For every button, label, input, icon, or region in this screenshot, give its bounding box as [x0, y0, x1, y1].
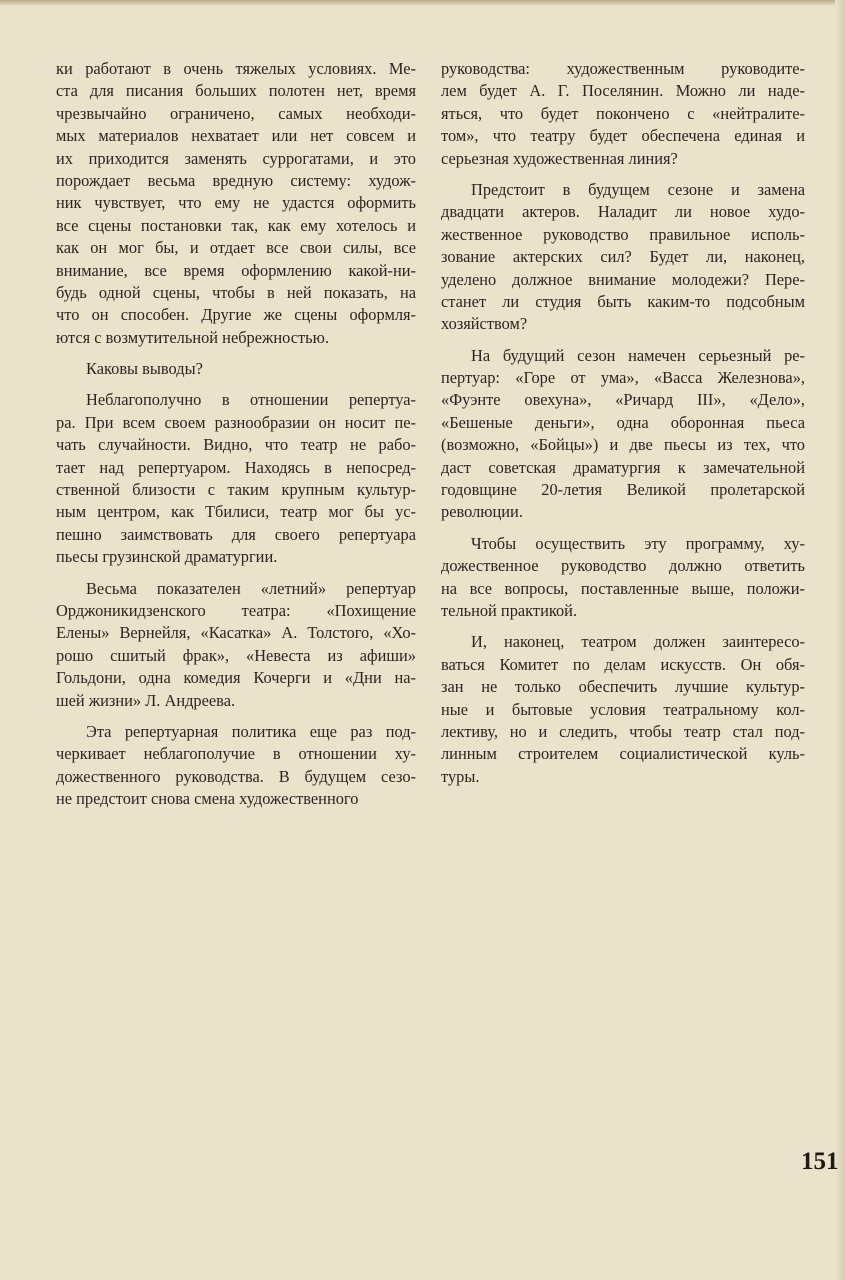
page-number: 151 — [801, 1148, 839, 1175]
text-line: (возможно, «Бойцы») и две пьесы из тех, что — [441, 435, 805, 455]
text-line: хозяйством? — [441, 314, 528, 334]
text-line: серьезная художественная линия? — [441, 148, 678, 168]
right-text-column — [441, 58, 805, 788]
text-line: ки работают в очень тяжелых условиях. Ме- — [56, 59, 416, 78]
paragraph — [56, 58, 416, 349]
text-line: уделено должное внимание молодежи? Пере- — [441, 269, 805, 289]
text-line: годовщине 20-летия Великой пролетарской — [441, 480, 805, 500]
text-line: лем будет А. Г. Поселянин. Можно ли наде- — [441, 81, 805, 101]
text-line: «Фуэнте овехуна», «Ричард III», «Дело», — [441, 390, 805, 410]
paragraph — [56, 389, 416, 568]
text-line: чать случайности. Видно, что театр не рабо- — [56, 435, 416, 455]
text-line: ственной близости с таким крупным культур- — [56, 480, 416, 500]
text-line: туры. — [441, 766, 480, 786]
paragraph — [441, 631, 805, 788]
text-line: внимание, все время оформлению какой-ни- — [56, 260, 416, 280]
paragraph-gap — [441, 170, 805, 179]
left-text-column — [56, 58, 416, 811]
text-line: даст советская драматургия к замечательной — [441, 457, 805, 477]
text-line: ным центром, как Тбилиси, театр мог бы ус- — [56, 502, 416, 522]
paragraph — [441, 345, 805, 524]
paragraph — [441, 179, 805, 336]
text-line: не предстоит снова смена художественного — [56, 789, 359, 809]
paragraph — [56, 721, 416, 811]
paragraph-gap — [441, 524, 805, 533]
text-line: яться, что будет покончено с «нейтралите- — [441, 103, 805, 123]
paragraph-gap — [441, 622, 805, 631]
text-line: Предстоит в будущем сезоне и замена — [471, 179, 805, 199]
text-line: порождает весьма вредную систему: худож- — [56, 170, 416, 190]
text-line: Гольдони, одна комедия Кочерги и «Дни на- — [56, 668, 416, 688]
text-line: И, наконец, театром должен заинтересо- — [471, 632, 805, 652]
text-line: пертуар: «Горе от ума», «Васса Железнова», — [441, 368, 805, 388]
text-line: черкивает неблагополучие в отношении ху- — [56, 744, 416, 764]
text-line: ные и бытовые условия театральному кол- — [441, 699, 805, 719]
text-line: ник чувствует, что ему не удастся оформить — [56, 193, 416, 213]
text-line: что он способен. Другие же сцены оформля- — [56, 305, 416, 325]
text-line: зование актерских сил? Будет ли, наконец, — [441, 247, 805, 267]
paragraph-gap — [56, 712, 416, 721]
text-line: дожественное руководство должно ответить — [441, 556, 805, 576]
text-line: их приходится заменять суррогатами, и это — [56, 148, 416, 168]
text-line: как он мог бы, и отдает все свои силы, все — [56, 238, 416, 258]
paragraph-gap — [441, 336, 805, 345]
page-top-edge — [0, 0, 845, 6]
text-line: революции. — [441, 502, 523, 522]
text-line: ваться Комитет по делам искусств. Он обя- — [441, 654, 805, 674]
text-line: тельной практикой. — [441, 600, 578, 620]
text-line: чрезвычайно ограничено, самых необходи- — [56, 103, 416, 123]
paragraph — [56, 578, 416, 712]
text-line: «Бешеные деньги», одна оборонная пьеса — [441, 412, 805, 432]
text-line: тает над репертуаром. Находясь в непосред- — [56, 457, 416, 477]
text-line: рошо сшитый фрак», «Невеста из афиши» — [56, 645, 416, 665]
paragraph-gap — [56, 380, 416, 389]
text-line: Чтобы осуществить эту программу, ху- — [471, 533, 805, 553]
text-line: руководства: художественным руководите- — [441, 59, 805, 78]
text-line: линным строителем социалистической куль- — [441, 744, 805, 764]
paragraph — [441, 533, 805, 623]
text-line: на все вопросы, поставленные выше, положи- — [441, 578, 805, 598]
text-line: ра. При всем своем разнообразии он носит пе- — [56, 412, 416, 432]
text-line: Эта репертуарная политика еще раз под- — [86, 721, 416, 741]
text-line: все сцены постановки так, как ему хотелось и — [56, 215, 416, 235]
text-line: дожественного руководства. В будущем сезо- — [56, 766, 416, 786]
text-line: лективу, но и следить, чтобы театр стал под- — [441, 721, 805, 741]
text-line: станет ли студия быть каким-то подсобным — [441, 291, 805, 311]
paragraph — [56, 358, 416, 380]
text-line: мых материалов нехватает или нет совсем и — [56, 126, 416, 146]
text-line: том», что театру будет обеспечена единая и — [441, 126, 805, 146]
page-right-edge — [835, 0, 845, 1280]
text-line: На будущий сезон намечен серьезный ре- — [471, 345, 805, 365]
text-line: ста для писания больших полотен нет, время — [56, 81, 416, 101]
text-line: пешно заимствовать для своего репертуара — [56, 524, 416, 544]
text-line: пьесы грузинской драматургии. — [56, 547, 278, 567]
text-line: Неблагополучно в отношении репертуа- — [86, 390, 416, 410]
text-line: Орджоникидзенского театра: «Похищение — [56, 600, 416, 620]
text-line: Елены» Вернейля, «Касатка» А. Толстого, «Хо- — [56, 623, 416, 643]
text-line: ются с возмутительной небрежностью. — [56, 327, 329, 347]
paragraph-gap — [56, 349, 416, 358]
text-line: будь одной сцены, чтобы в ней показать, на — [56, 282, 416, 302]
text-line: жественное руководство правильное исполь- — [441, 224, 805, 244]
text-line: шей жизни» Л. Андреева. — [56, 690, 236, 710]
text-line: двадцати актеров. Наладит ли новое худо- — [441, 202, 805, 222]
text-line: Каковы выводы? — [86, 359, 203, 379]
paragraph-gap — [56, 569, 416, 578]
paragraph — [441, 58, 805, 170]
text-line: Весьма показателен «летний» репертуар — [86, 578, 416, 598]
text-line: зан не только обеспечить лучшие культур- — [441, 677, 805, 697]
